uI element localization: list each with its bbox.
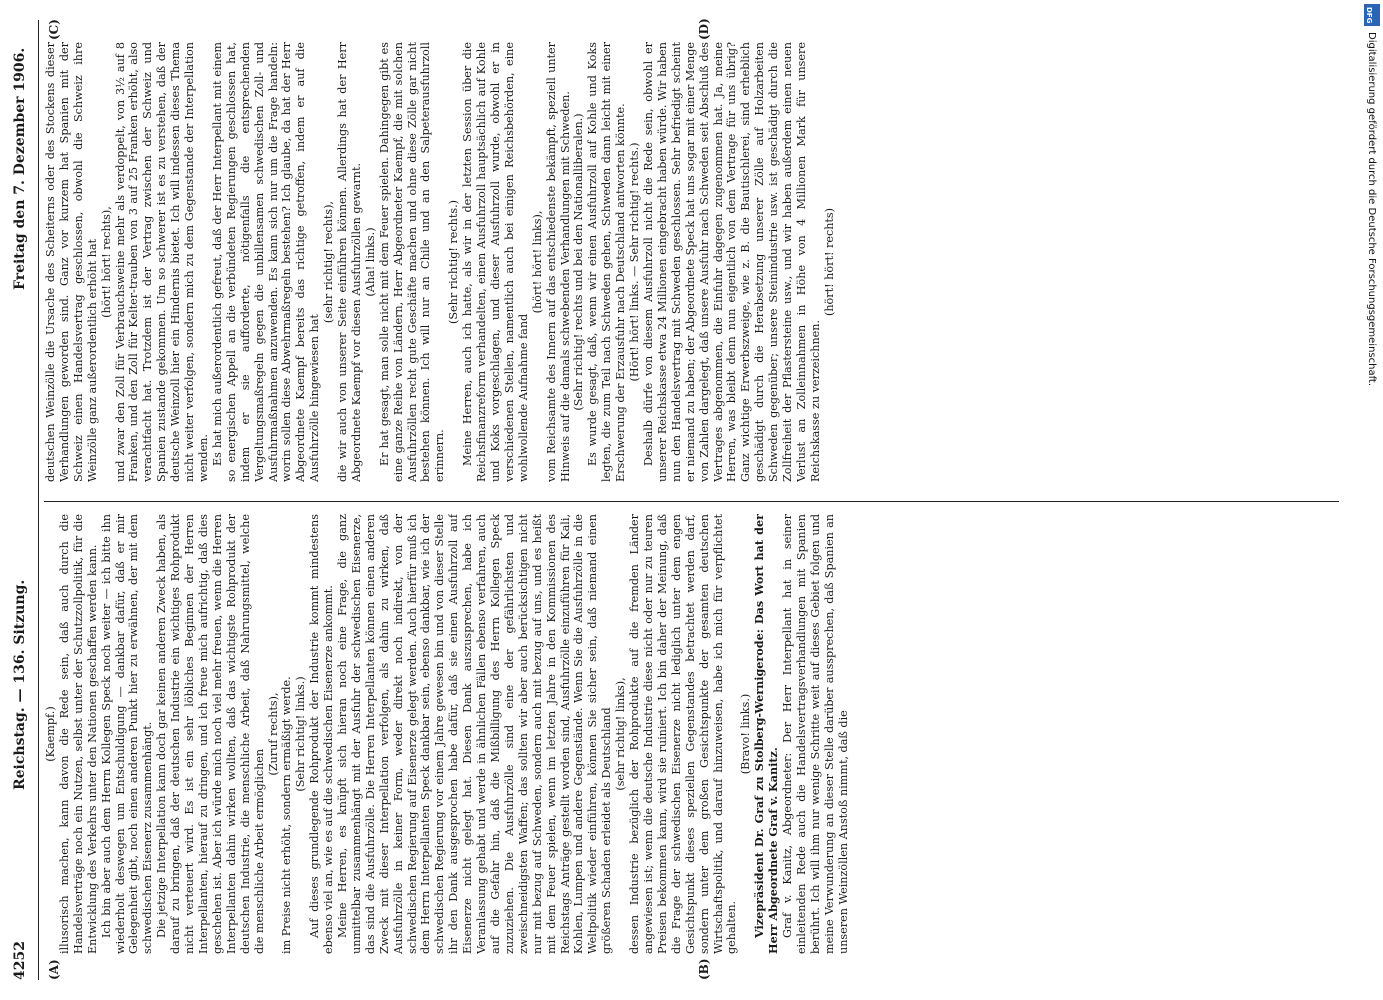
interjection: (Aha! links.) [363,227,377,297]
speech-start: Graf v. Kanitz, Abgeordneter: Der Herr Interpellant hat in seiner einleitenden Rede auch die Handelsvertragsverhandlungen mit Spanien berührt. Ich will ihm nur wenige Schritte weit auf dieses Gebiet folgen und meine Verwunderung an dieser Stelle darüber aussprechen, daß Spanien an unseren Weinzöllen Anstoß nimmt, daß die [781,514,850,954]
page-number: 4252 [12,941,28,980]
interjection: (hört! hört! links), [530,210,544,314]
page-header [8,20,39,980]
paragraph: Meine Herren, es knüpft sich hieran noch eine Frage, die ganz unmittelbar zusammenhängt mit der Ausfuhr der schwedischen Eisenerze, das sind die Ausfuhrzölle. Die Herren Interpellanten können einen anderen Zweck mit dieser Interpellation verfolgen, als dahin zu wirken, daß Ausfuhrzölle in keiner Form, weder direkt noch indirekt, von der schwedischen Regierung auf Eisenerze gelegt werden. Auch hierfür muß ich dem Herrn Interpellanten Speck dankbar sein, ebenso dankbar, wie ich der schwedischen Regierung vor einem Jahre gewesen bin und von dieser Stelle ihr den Dank ausgesprochen habe dafür, daß sie einen Ausfuhrzoll auf Eisenerze nicht gelegt hat. Diesen Dank auszusprechen, habe ich Veranlassung gehabt und werde in ähnlichen Fällen ebenso verfahren, auch auf die Gefahr hin, daß die Mißbilligung des Herrn Kollegen Speck zuzuziehen. Die Ausfuhrzölle sind eine der gefährlichsten und zweischneidigsten Waffen; das sollten wir aber auch berücksichtigen nicht nur mit bezug auf Schweden, sondern auch mit bezug auf uns, und es heißt mit dem Feuer spielen, wenn im letzten Jahre in den Kommissionen des Reichstags Anträge gestellt worden sind, Ausfuhrzölle einzuführen für Kali, Kohlen, Lumpen und andere Gegenstände. Wenn Sie die Ausfuhrzölle in die Weltpolitik wieder einführen, können Sie sicher sein, daß niemand einen größeren Schaden erleidet als Deutschland [336,514,614,954]
paragraph: die wir auch von unserer Seite einführen können. Allerdings hat der Herr Abgeordnete Kaempf vor diesen Ausfuhrzöllen gewarnt. [336,42,363,482]
paragraph: Deshalb dürfe von diesem Ausfuhrzoll nicht die Rede sein, obwohl er unserer Reichskasse etwa 24 Millionen eingebracht haben würde. Wir haben nun den Handelsvertrag mit Schweden geschlossen. Sehr befriedigt scheint er niemand zu haben; der Abgeordnete Speck hat uns sogar mit einer Menge von Zahlen dargelegt, daß unsere Ausfuhr nach Schweden seit Abschluß des Vertrages abgenommen, die Einfuhr dagegen zugenommen hat. Ja, meine Herren, was bleibt denn nun eigentlich von dem Vertrage für uns übrig? Ganz wichtige Erwerbszweige, wie z. B. die Bautischlerei, sind erheblich geschädigt durch die Herabsetzung unserer Zölle auf Holzarbeiten Schweden gegenüber; unsere Steinindustrie usw. ist geschädigt durch die Zollfreiheit der Pflastersteine usw., und wir haben außerdem einen neuen Verlust an Zolleinnahmen in Höhe von 4 Millionen Mark für unsere Reichskasse zu verzeichnen. [641,42,822,482]
paragraph: Es wurde gesagt, daß, wenn wir einen Ausfuhrzoll auf Kohle und Koks legten, die zum Teil nach Schweden gehen, Schweden dann leicht mit einer Erschwerung der Erzausfuhr nach Deutschland antworten könnte. [586,42,628,482]
right-column [44,42,1339,482]
margin-marker-b: (B) [697,958,711,980]
interjection: (hört! hört! rechts) [822,207,836,317]
paragraph: deutschen Weinzölle die Ursache des Scheiterns oder des Stockens dieser Verhandlungen geworden sind. Ganz vor kurzem hat Spanien mit der Schweiz einen Handelsvertrag geschlossen, obwohl die Schweiz ihre Weinzölle ganz außerordentlich erhöht hat [44,42,99,482]
left-column [44,514,1339,954]
dfg-credit-strip [1363,4,1381,984]
paragraph: Ich bin aber auch dem Herrn Kollegen Speck noch weiter — ich bitte ihn wiederholt deswegen um Entschuldigung — dankbar dafür, daß er mir Gelegenheit gibt, noch einen anderen Punkt hier zu erwähnen, der mit dem schwedischen Eisenerz zusammenhängt. [99,514,155,954]
chair-announcement: Vizepräsident Dr. Graf zu Stolberg-Wernigerode: Das Wort hat der Herr Abgeordnete Graf v. Kanitz. [752,514,781,954]
interjection: (hört! hört! rechts), [99,206,113,318]
paragraph: illusorisch machen, kann davon die Rede sein, daß auch durch die Handelsverträge noch ein Nutzen, selbst unter der Schutzzollpolitik, für die Entwicklung des Verkehrs unter den Nationen geschaffen werden kann. [57,514,99,954]
interjection: (Sehr richtig! rechts.) [447,199,461,325]
paragraph: Auf dieses grundlegende Rohprodukt der Industrie kommt mindestens ebenso viel an, wie es auf die schwedischen Eisenerze ankommt. [308,514,336,954]
margin-marker-d: (D) [697,18,711,40]
interjection: (Zuruf rechts), [266,692,280,776]
session-title: Reichstag. — 136. Sitzung. [12,579,28,790]
paragraph: Die jetzige Interpellation kann doch gar keinen anderen Zweck haben, als darauf zu bringen, daß der deutschen Industrie ein wichtiges Rohprodukt nicht verteuert wird. Es ist ein sehr löbliches Beginnen der Herren Interpellanten, hierauf zu dringen, und ich freue mich aufrichtig, daß dies geschehen ist. Aber ich würde mich noch viel mehr freuen, wenn die Herren Interpellanten dahin wirken wollten, daß das wichtigste Rohprodukt der deutschen Industrie, die menschliche Arbeit, daß Nahrungsmittel, welche die menschliche Arbeit ermöglichen [155,514,266,954]
column-divider [44,501,1339,502]
paragraph: Es hat mich außerordentlich gefreut, daß der Herr Interpellant mit einem so energischen Appell an die verbündeten Regierungen geschlossen hat, indem er sie aufforderte, nötigenfalls die entsprechenden Vergeltungsmaßregeln gegen die unbillensamen schwedischen Zoll- und Ausfuhrmaßnahmen anzuwenden. Es kann sich nur um die Frage handeln: worin sollen diese Abwehrmaßregeln bestehen? Ich glaube, da hat der Herr Abgeordnete Kaempf bereits das richtige getroffen, indem er auf die Ausfuhrzölle hingewiesen hat [210,42,322,482]
rotated-page [8,20,1348,980]
paragraph: dessen Industrie bezüglich der Rohprodukte auf die fremden Länder angewiesen ist; wenn die deutsche Industrie diese nicht oder nur zu teuren Preisen bekommen kann, wird sie ruiniert. Ich bin daher der Meinung, daß die Frage der schwedischen Eisenerze nicht lediglich unter dem engen Gesichtspunkt dieses speziellen Gegenstandes betrachtet werden darf, sondern unter dem großen Gesichtspunkte der gesamten deutschen Wirtschaftspolitik, und darauf hinzuweisen, habe ich mich für verpflichtet gehalten. [628,514,739,954]
paragraph: Meine Herren, auch ich hatte, als wir in der letzten Session über die Reichsfinanzreform verhandelten, einen Ausfuhrzoll hauptsächlich auf Kohle und Koks vorgeschlagen, und dieser Ausfuhrzoll wurde, obwohl er in verschiedenen Stellen, namentlich auch bei einigen Reichsbehörden, eine wohlwollende Aufnahme fand [461,42,530,482]
interjection: (Sehr richtig! rechts und bei den Nationalliberalen.) [572,113,586,411]
interjection: (sehr richtig! rechts), [322,200,336,324]
paragraph: und zwar den Zoll für Verbrauchsweine mehr als verdoppelt, von 3½ auf 8 Franken, und den Zoll für Kelter-trauben von 3 auf 25 Franken erhöht, also verachtfacht hat. Trotzdem ist der Vertrag zwischen der Schweiz und Spanien zustande gekommen. Um so schwerer ist es zu verstehen, daß der deutsche Weinzoll hier ein Hindernis bietet. Ich will indessen dieses Thema nicht weiter verfolgen, sondern mich zu dem Gegenstande der Interpellation wenden. [113,42,210,482]
interjection: (Bravo! links.) [739,693,753,775]
dfg-credit-text: Digitalisierung gefördert durch die Deutsche Forschungsgemeinschaft. [1366,32,1377,387]
interjection: (sehr richtig! links), [614,677,628,791]
interjection: (Sehr richtig! links.) [294,676,308,792]
paragraph: vom Reichsamte des Innern auf das entschiedenste bekämpft, speziell unter Hinweis auf die damals schwebenden Verhandlungen mit Schweden. [544,42,572,482]
paragraph: Er hat gesagt, man solle nicht mit dem Feuer spielen. Dahingegen gibt es eine ganze Reihe von Ländern, Herr Abgeordneter Kaempf, die mit solchen Ausfuhrzöllen recht gute Geschäfte machen und ohne diese Zölle gar nicht bestehen können. Ich will nur an Chile und an den Salpeterausfuhrzoll erinnern. [377,42,447,482]
margin-marker-c: (C) [47,19,61,40]
session-date: Freitag den 7. Dezember 1906. [12,47,28,290]
paragraph: im Preise nicht erhöht, sondern ermäßigt werde. [280,676,294,954]
dfg-logo: DFG [1364,4,1380,26]
interjection: (Hört! hört! links. — Sehr richtig! rechts.) [628,142,642,382]
margin-marker-a: (A) [47,959,61,980]
speaker-continuation: (Kaempf.) [44,706,57,762]
